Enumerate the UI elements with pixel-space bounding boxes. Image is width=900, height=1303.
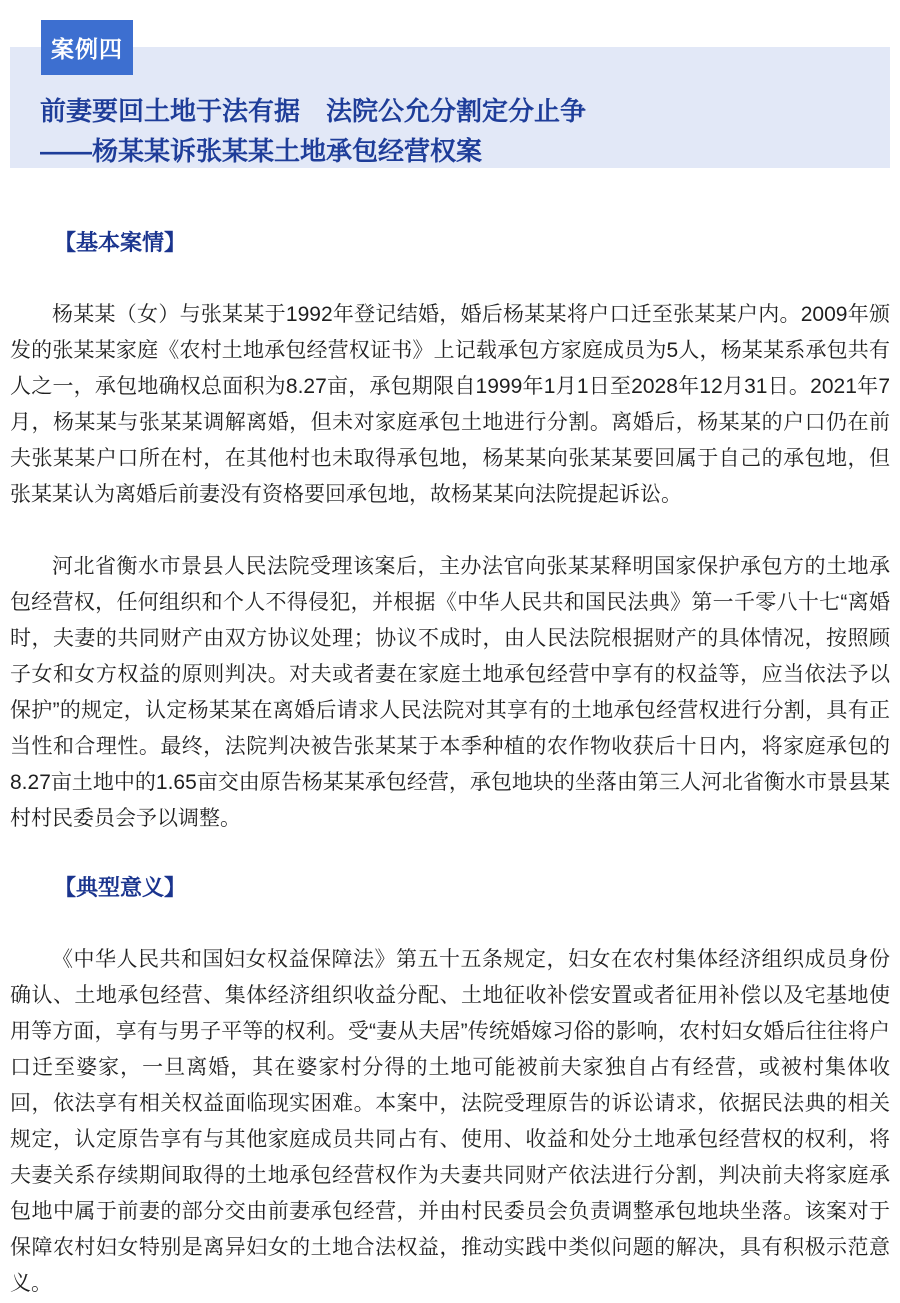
case-title-line1: 前妻要回土地于法有据 法院公允分割定分止争: [40, 96, 587, 126]
case-title-line2: ——杨某某诉张某某土地承包经营权案: [40, 136, 483, 166]
paragraph-typical-significance-1: 《中华人民共和国妇女权益保障法》第五十五条规定，妇女在农村集体经济组织成员身份确认、土地承包经营、集体经济组织收益分配、土地征收补偿安置或者征用补偿以及宅基地使用等方面，享有与男子平等的权利。受“妻从夫居”传统婚嫁习俗的影响，农村妇女婚后往往将户口迁至婆家，一旦离婚，其在婆家村分得的土地可能被前夫家独自占有经营，或被村集体收回，依法享有相关权益面临现实困难。本案中，法院受理原告的诉讼请求，依据民法典的相关规定，认定原告享有与其他家庭成员共同占有、使用、收益和处分土地承包经营权的权利，将夫妻关系存续期间取得的土地承包经营权作为夫妻共同财产依法进行分割，判决前夫将家庭承包地中属于前妻的部分交由前妻承包经营，并由村民委员会负责调整承包地块坐落。该案对于保障农村妇女特别是离异妇女的土地合法权益，推动实践中类似问题的解决，具有积极示范意义。: [10, 948, 890, 1295]
document-body: [10, 225, 890, 1302]
paragraph-basic-facts-1: 杨某某（女）与张某某于1992年登记结婚，婚后杨某某将户口迁至张某某户内。2009年颁发的张某某家庭《农村土地承包经营权证书》上记载承包方家庭成员为5人，杨某某系承包共有人之一，承包地确权总面积为8.27亩，承包期限自1999年1月1日至2028年12月31日。2021年7月，杨某某与张某某调解离婚，但未对家庭承包土地进行分割。离婚后，杨某某的户口仍在前夫张某某户口所在村，在其他村也未取得承包地，杨某某向张某某要回属于自己的承包地，但张某某认为离婚后前妻没有资格要回承包地，故杨某某向法院提起诉讼。: [10, 303, 890, 506]
case-header: [0, 0, 900, 168]
title-band: [10, 47, 890, 168]
paragraph-basic-facts-2: 河北省衡水市景县人民法院受理该案后，主办法官向张某某释明国家保护承包方的土地承包经营权，任何组织和个人不得侵犯，并根据《中华人民共和国民法典》第一千零八十七“离婚时，夫妻的共同财产由双方协议处理；协议不成时，由人民法院根据财产的具体情况，按照顾子女和女方权益的原则判决。对夫或者妻在家庭土地承包经营中享有的权益等，应当依法予以保护”的规定，认定杨某某在离婚后请求人民法院对其享有的土地承包经营权进行分割，具有正当性和合理性。最终，法院判决被告张某某于本季种植的农作物收获后十日内，将家庭承包的8.27亩土地中的1.65亩交由原告杨某某承包经营，承包地块的坐落由第三人河北省衡水市景县某村村民委员会予以调整。: [10, 555, 890, 830]
section-heading-basic-facts: 【基本案情】: [54, 230, 187, 255]
case-number-badge: 案例四: [41, 20, 133, 75]
section-heading-typical-significance: 【典型意义】: [54, 875, 187, 900]
